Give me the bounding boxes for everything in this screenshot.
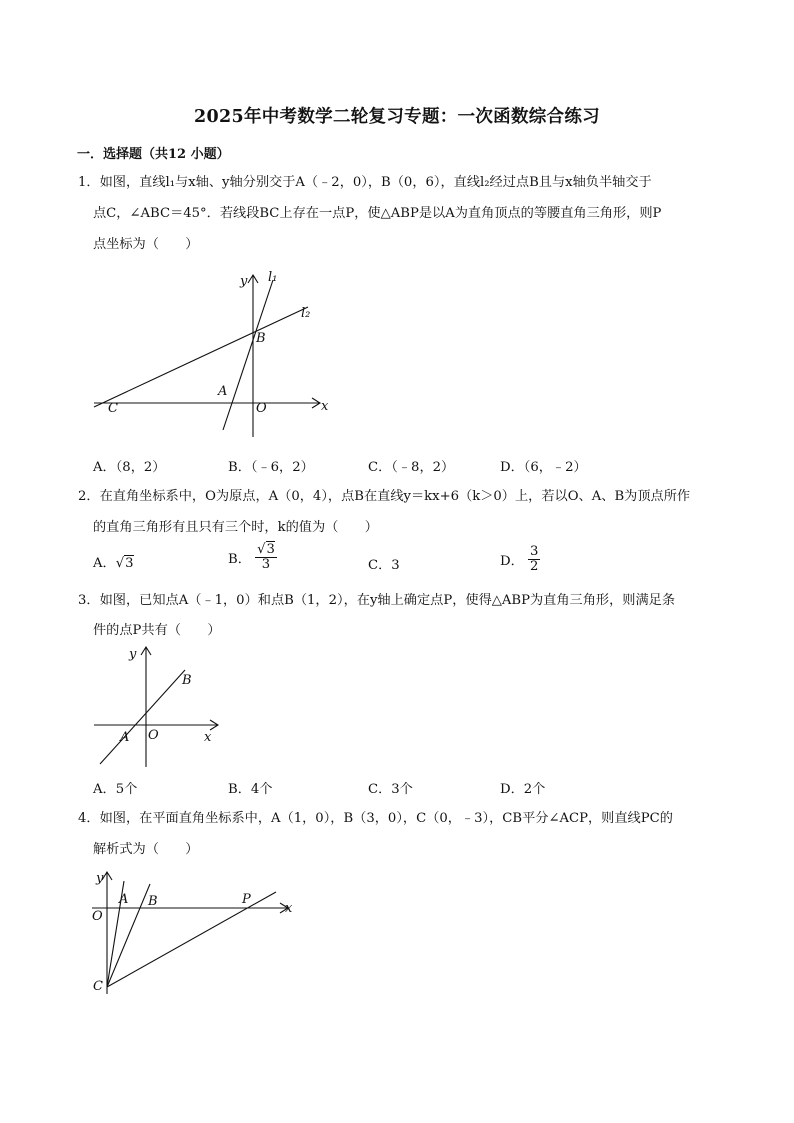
q2-option-b-numerator: 3 <box>266 542 275 557</box>
q4-label-C: C <box>93 979 103 994</box>
q1-option-d[interactable]: D．（6，﹣2） <box>500 460 587 475</box>
q2-option-b-label: B． <box>228 552 251 567</box>
q3-label-y: y <box>129 647 137 662</box>
q1-label-x: x <box>321 399 329 414</box>
q3-line-ab <box>100 670 185 764</box>
q2-option-b[interactable] <box>228 543 277 572</box>
q4-label-B: B <box>148 894 158 909</box>
q1-label-B: B <box>256 331 266 346</box>
q3-line2: 件的点P共有（ ） <box>93 623 221 638</box>
q2-option-c[interactable]: C．3 <box>368 558 400 573</box>
q4-label-y: y <box>96 871 104 886</box>
q3-label-O: O <box>148 728 159 743</box>
q1-label-y: y <box>240 274 248 289</box>
q4-line-cb <box>107 884 150 987</box>
q1-option-a[interactable]: A．（8，2） <box>93 460 166 475</box>
q3-line1: 3．如图，已知点A（﹣1，0）和点B（1，2），在y轴上确定点P，使得△ABP为直角三角形，则满足条 <box>78 593 676 608</box>
q4-line2: 解析式为（ ） <box>93 842 199 857</box>
q2-option-d-label: D． <box>500 554 524 569</box>
section-heading: 一．选择题（共12 小题） <box>77 147 230 162</box>
q4-label-A: A <box>119 892 129 907</box>
q3-option-d[interactable]: D．2个 <box>500 782 546 797</box>
document-title: 2025年中考数学二轮复习专题：一次函数综合练习 <box>194 107 600 127</box>
q1-line2: 点C，∠ABC＝45°．若线段BC上存在一点P，使△ABP是以A为直角顶点的等腰直角三角形，则P <box>93 206 662 221</box>
q3-label-x: x <box>204 730 212 745</box>
sqrt-icon: √ <box>115 556 125 571</box>
q3-option-c[interactable]: C．3个 <box>368 782 413 797</box>
q1-label-l1: l₁ <box>268 270 278 285</box>
q2-option-a-radicand: 3 <box>125 556 134 571</box>
q1-label-C: C <box>108 401 118 416</box>
q4-line1: 4．如图，在平面直角坐标系中，A（1，0），B（3，0），C（0，﹣3），CB平分∠ACP，则直线PC的 <box>78 811 673 826</box>
q1-label-l2: l₂ <box>301 306 311 321</box>
q4-figure <box>88 866 298 996</box>
q2-option-d-fraction <box>528 545 540 574</box>
q2-option-d-numerator: 3 <box>529 544 539 559</box>
q1-line-l2 <box>94 306 311 407</box>
q1-option-b[interactable]: B．（﹣6，2） <box>228 460 314 475</box>
q3-label-B: B <box>182 673 192 688</box>
q3-label-A: A <box>120 730 130 745</box>
q2-option-b-fraction <box>255 543 277 572</box>
q1-option-c[interactable]: C．（﹣8，2） <box>368 460 455 475</box>
q3-figure <box>88 642 228 772</box>
q2-line1: 2．在直角坐标系中，O为原点，A（0，4），点B在直线y＝kx+6（k＞0）上，若以O、A、B为顶点所作 <box>78 489 691 504</box>
q1-line1: 1．如图，直线l₁与x轴、y轴分别交于A（﹣2，0），B（0，6），直线l₂经过点B且与x轴负半轴交于 <box>78 175 652 190</box>
q1-label-O: O <box>256 401 267 416</box>
q4-label-O: O <box>92 909 103 924</box>
q3-option-b[interactable]: B．4个 <box>228 782 273 797</box>
q2-option-d-denominator: 2 <box>529 559 539 574</box>
q1-figure <box>90 265 340 445</box>
q2-option-a-label: A． <box>93 556 116 571</box>
q4-label-P: P <box>242 892 251 907</box>
q2-option-d[interactable] <box>500 545 540 574</box>
q3-option-a[interactable]: A．5个 <box>93 782 138 797</box>
q2-option-b-denominator: 3 <box>261 557 271 572</box>
q4-label-x: x <box>285 901 293 916</box>
q1-label-A: A <box>218 384 228 399</box>
q1-line3: 点坐标为（ ） <box>93 237 199 252</box>
sqrt-icon: √ <box>257 542 266 557</box>
q2-line2: 的直角三角形有且只有三个时，k的值为（ ） <box>93 520 378 535</box>
q2-option-a[interactable] <box>93 552 134 571</box>
